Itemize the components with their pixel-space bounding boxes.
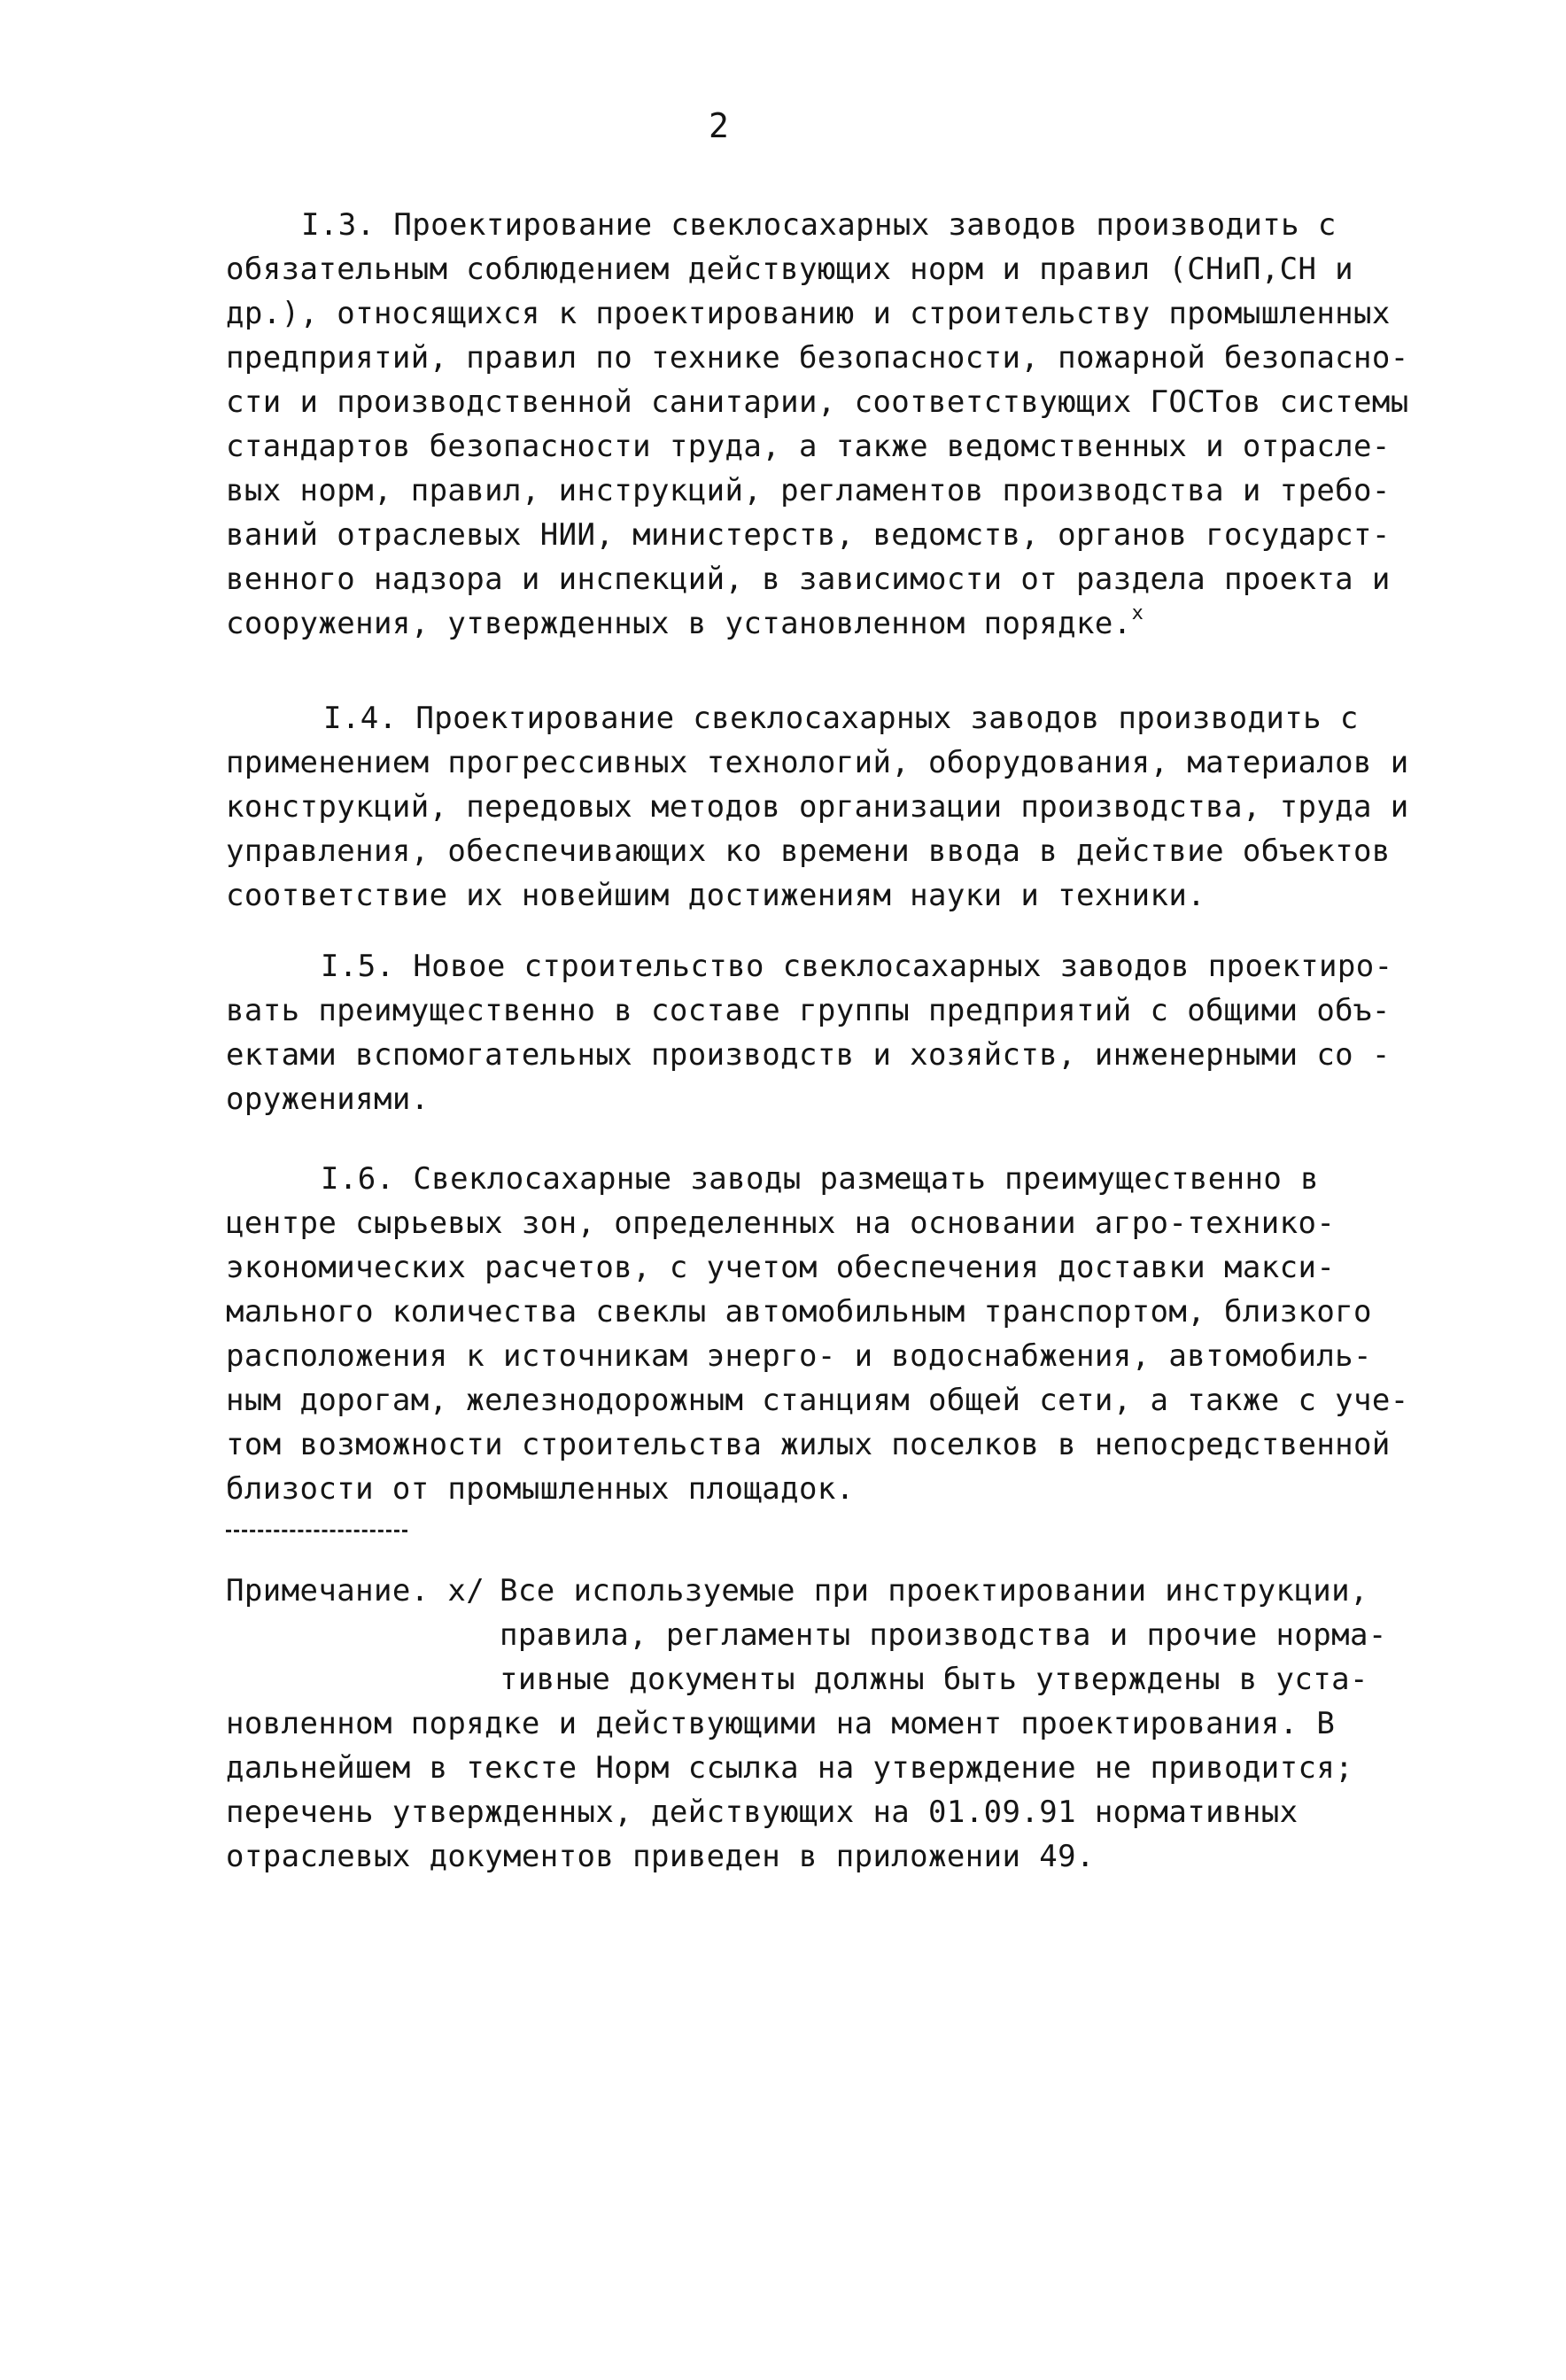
section-1-3-line-10-text: сооружения, утвержденных в установленном порядке.	[226, 606, 1132, 641]
note-label: Примечание. х/	[226, 1573, 485, 1609]
section-1-5-line-1: I.5. Новое строительство свеклосахарных заводов проектиро-	[321, 949, 1393, 984]
footnote-separator	[226, 1530, 407, 1532]
section-1-3-line-4: предприятий, правил по технике безопасности, пожарной безопасно-	[226, 340, 1409, 376]
section-1-3-line-6: стандартов безопасности труда, а также ведомственных и отрасле-	[226, 429, 1391, 464]
note-line-4: новленном порядке и действующими на момент проектирования. В	[226, 1706, 1336, 1741]
section-1-6-line-6: ным дорогам, железнодорожным станциям общей сети, а также с уче-	[226, 1383, 1409, 1418]
note-line-6: перечень утвержденных, действующих на 01.09.91 нормативных	[226, 1795, 1299, 1830]
section-1-3-line-1: I.3. Проектирование свеклосахарных заводов производить с	[301, 207, 1337, 243]
note-line-1: Все используемые при проектировании инструкции,	[500, 1573, 1368, 1609]
section-1-5-line-3: ектами вспомогательных производств и хозяйств, инженерными со -	[226, 1037, 1391, 1073]
section-1-6-line-8: близости от промышленных площадок.	[226, 1471, 855, 1507]
note-line-2: правила, регламенты производства и прочие норма-	[500, 1617, 1387, 1653]
section-1-3-line-3: др.), относящихся к проектированию и строительству промышленных	[226, 296, 1391, 331]
section-1-6-line-4: мального количества свеклы автомобильным транспортом, близкого	[226, 1294, 1372, 1330]
footnote-mark: x	[1131, 602, 1144, 624]
note-line-7: отраслевых документов приведен в приложении 49.	[226, 1839, 1095, 1874]
section-1-4-line-3: конструкций, передовых методов организации производства, труда и	[226, 789, 1409, 825]
section-1-6-line-1: I.6. Свеклосахарные заводы размещать преимущественно в	[321, 1161, 1319, 1197]
section-1-5-line-2: вать преимущественно в составе группы предприятий с общими объ-	[226, 993, 1391, 1028]
note-line-3: тивные документы должны быть утверждены в уста-	[500, 1662, 1368, 1697]
note-line-5: дальнейшем в тексте Норм ссылка на утверждение не приводится;	[226, 1750, 1354, 1786]
section-1-3-line-2: обязательным соблюдением действующих норм и правил (СНиП,СН и	[226, 252, 1354, 287]
section-1-6-line-7: том возможности строительства жилых поселков в непосредственной	[226, 1427, 1391, 1462]
section-1-4-line-2: применением прогрессивных технологий, оборудования, материалов и	[226, 745, 1409, 780]
section-1-6-line-2: центре сырьевых зон, определенных на основании агро-технико-	[226, 1206, 1336, 1241]
section-1-3-line-10	[226, 601, 1143, 651]
section-1-4-line-4: управления, обеспечивающих ко времени ввода в действие объектов	[226, 833, 1391, 869]
section-1-3-line-9: венного надзора и инспекций, в зависимости от раздела проекта и	[226, 562, 1391, 597]
section-1-3-line-8: ваний отраслевых НИИ, министерств, ведомств, органов государст-	[226, 517, 1391, 553]
section-1-3-line-5: сти и производственной санитарии, соответствующих ГОСТов системы	[226, 384, 1409, 420]
section-1-6-line-3: экономических расчетов, с учетом обеспечения доставки макси-	[226, 1250, 1336, 1285]
page-number: 2	[709, 106, 729, 145]
section-1-4-line-1: I.4. Проектирование свеклосахарных заводов производить с	[323, 701, 1359, 736]
section-1-6-line-5: расположения к источникам энерго- и водоснабжения, автомобиль-	[226, 1338, 1372, 1374]
section-1-4-line-5: соответствие их новейшим достижениям науки и техники.	[226, 878, 1206, 913]
section-1-5-line-4: оружениями.	[226, 1081, 430, 1117]
section-1-3-line-7: вых норм, правил, инструкций, регламентов производства и требо-	[226, 473, 1391, 508]
